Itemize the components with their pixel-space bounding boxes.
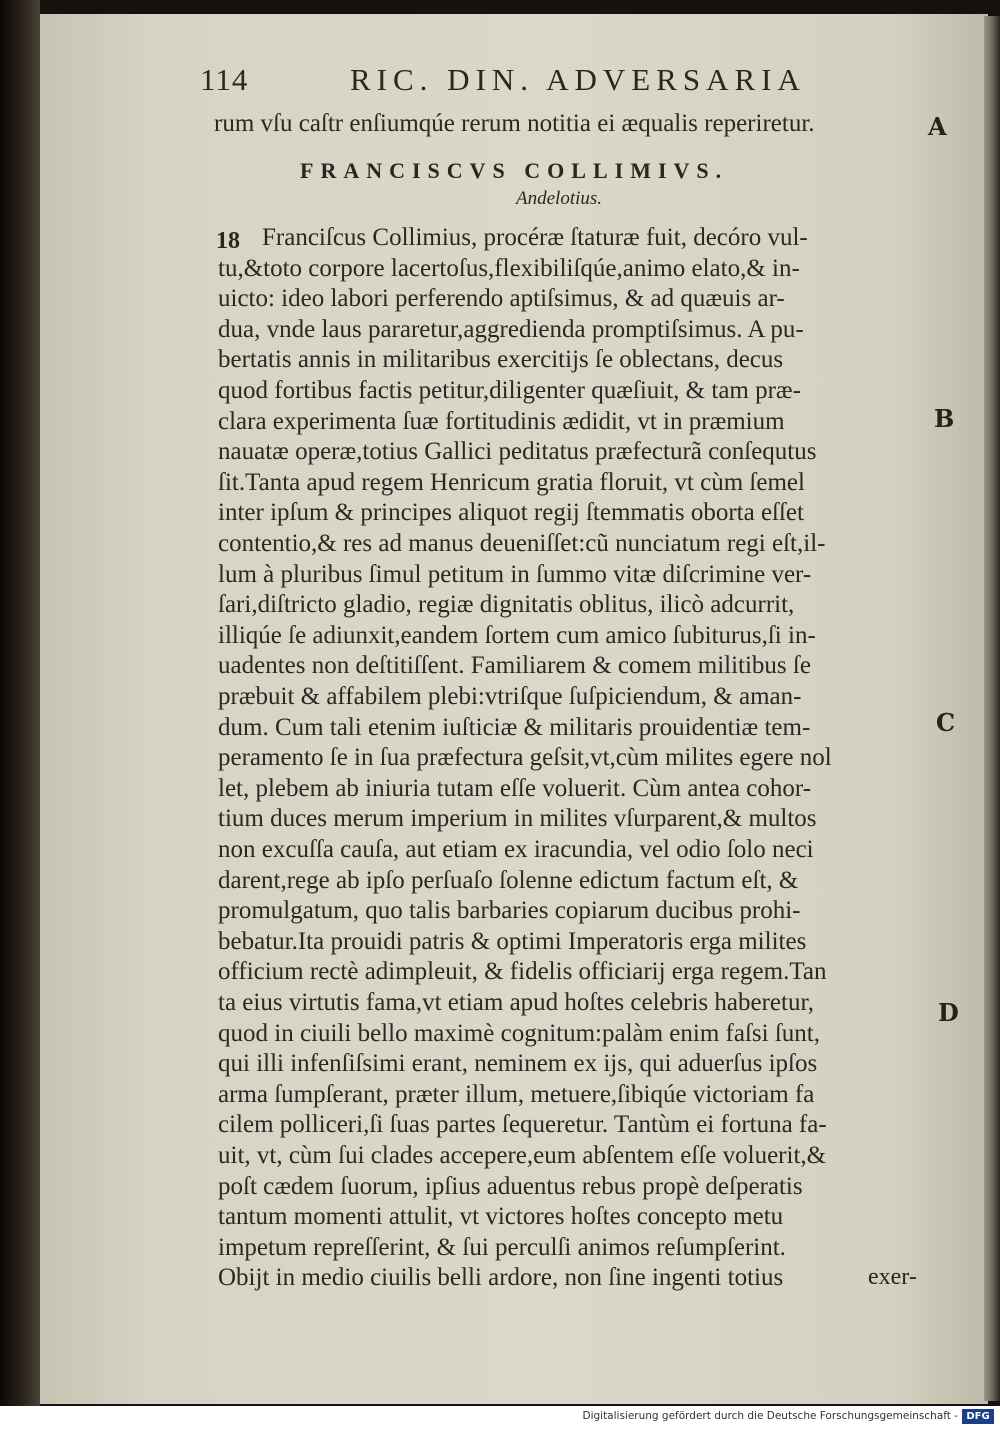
text-line: clara experimenta ſuæ fortitudinis ædidit, vt in præmium [218, 407, 785, 435]
catchword: exer- [868, 1264, 917, 1290]
text-line: dum. Cum tali etenim iuſticiæ & militaris prouidentiæ tem- [218, 713, 811, 741]
text-line: ſit.Tanta apud regem Henricum gratia floruit, vt cùm ſemel [218, 468, 805, 496]
section-title: FRANCISCVS COLLIMIVS. [300, 158, 729, 183]
carryover-line: rum vſu caſtr enſiumqúe rerum notitia ei æqualis reperiretur. [214, 110, 815, 137]
text-line: dua, vnde laus pararetur,aggredienda promptiſsimus. A pu- [218, 315, 804, 343]
text-line: darent,rege ab ipſo perſuaſo ſolenne edictum factum eſt, & [218, 866, 799, 894]
text-line: quod in ciuili bello maximè cognitum:palàm enim faſsi ſunt, [218, 1019, 820, 1047]
text-line: Franciſcus Collimius, procéræ ſtaturæ fuit, decóro vul- [262, 224, 808, 251]
book-spine [0, 0, 40, 1406]
text-line: peramento ſe in ſua præfectura geſsit,vt,cùm milites egere nol [218, 744, 832, 772]
section-subtitle: Andelotius. [516, 188, 603, 209]
page-number: 114 [200, 62, 249, 97]
text-line: nauatæ operæ,totius Gallici peditatus præfecturã conſequtus [218, 438, 817, 466]
text-line: lum à pluribus ſimul petitum in ſummo vitæ diſcrimine ver- [218, 560, 812, 588]
text-line: qui illi infenſiſsimi erant, neminem ex ijs, qui aduerſus ipſos [218, 1050, 818, 1078]
margin-letter-a: A [928, 112, 947, 141]
text-line: uicto: ideo labori perferendo aptiſsimus, & ad quæuis ar- [218, 285, 785, 313]
margin-letter-b: B [934, 404, 955, 433]
text-line: Obijt in medio ciuilis belli ardore, non ſine ingenti totius [218, 1264, 784, 1292]
margin-letter-c: C [936, 708, 956, 737]
text-line: tu,&toto corpore lacertoſus,flexibiliſqúe,animo elato,& in- [218, 254, 800, 282]
paragraph-number: 18 [216, 228, 240, 254]
text-line: ta eius virtutis fama,vt etiam apud hoſtes celebris haberetur, [218, 989, 815, 1016]
text-line: non excuſſa cauſa, aut etiam ex iracundia, vel odio ſolo neci [218, 836, 814, 863]
text-line: arma ſumpſerant, præter illum, metuere,ſibiqúe victoriam fa [218, 1080, 815, 1108]
text-line: ſari,diſtricto gladio, regiæ dignitatis oblitus, ilicò adcurrit, [218, 591, 795, 619]
text-line: tantum momenti attulit, vt victores hoſtes concepto metu [218, 1203, 784, 1231]
text-line: præbuit & affabilem plebi:vtriſque ſuſpiciendum, & aman- [218, 683, 802, 710]
margin-letter-d: D [938, 998, 959, 1027]
text-line: promulgatum, quo talis barbaries copiarum ducibus prohi- [218, 897, 801, 925]
text-line: poſt cædem ſuorum, ipſius aduentus rebus propè deſperatis [218, 1172, 803, 1200]
footer-bar [0, 1406, 1000, 1429]
text-line: uit, vt, cùm ſui clades accepere,eum abſentem eſſe voluerit,& [218, 1142, 827, 1169]
running-head [200, 62, 840, 102]
page-edge [984, 16, 1000, 1401]
text-line: bebatur.Ita prouidi patris & optimi Imperatoris erga milites [218, 927, 807, 955]
text-line: quod fortibus factis petitur,diligenter quæſiuit, & tam præ- [218, 377, 801, 404]
text-line: let, plebem ab iniuria tutam eſſe voluerit. Cùm antea cohor- [218, 774, 812, 802]
text-line: uadentes non deſtitiſſent. Familiarem & comem militibus ſe [218, 652, 811, 680]
text-line: illiqúe ſe adiunxit,eandem ſortem cum amico ſubiturus,ſi in- [218, 621, 816, 649]
text-line: bertatis annis in militaribus exercitijs ſe oblectans, decus [218, 346, 784, 374]
funding-notice: Digitalisierung gefördert durch die Deutsche Forschungsgemeinschaft - [582, 1410, 958, 1422]
running-title: RIC. DIN. ADVERSARIA [350, 62, 806, 97]
text-line: officium rectè adimpleuit, & fidelis officiarij erga regem.Tan [218, 958, 827, 986]
text-line: impetum repreſſerint, & ſui perculſi animos reſumpſerint. [218, 1233, 786, 1261]
dfg-logo: DFG [962, 1409, 994, 1424]
text-line: contentio,& res ad manus deueniſſet:cũ nunciatum regi eſt,il- [218, 530, 826, 557]
text-line: tium duces merum imperium in milites vſurparent,& multos [218, 805, 817, 833]
text-line: cilem polliceri,ſi ſuas partes ſequeretur. Tantùm ei fortuna fa- [218, 1111, 827, 1139]
text-line: inter ipſum & principes aliquot regij ſtemmatis oborta eſſet [218, 499, 804, 527]
